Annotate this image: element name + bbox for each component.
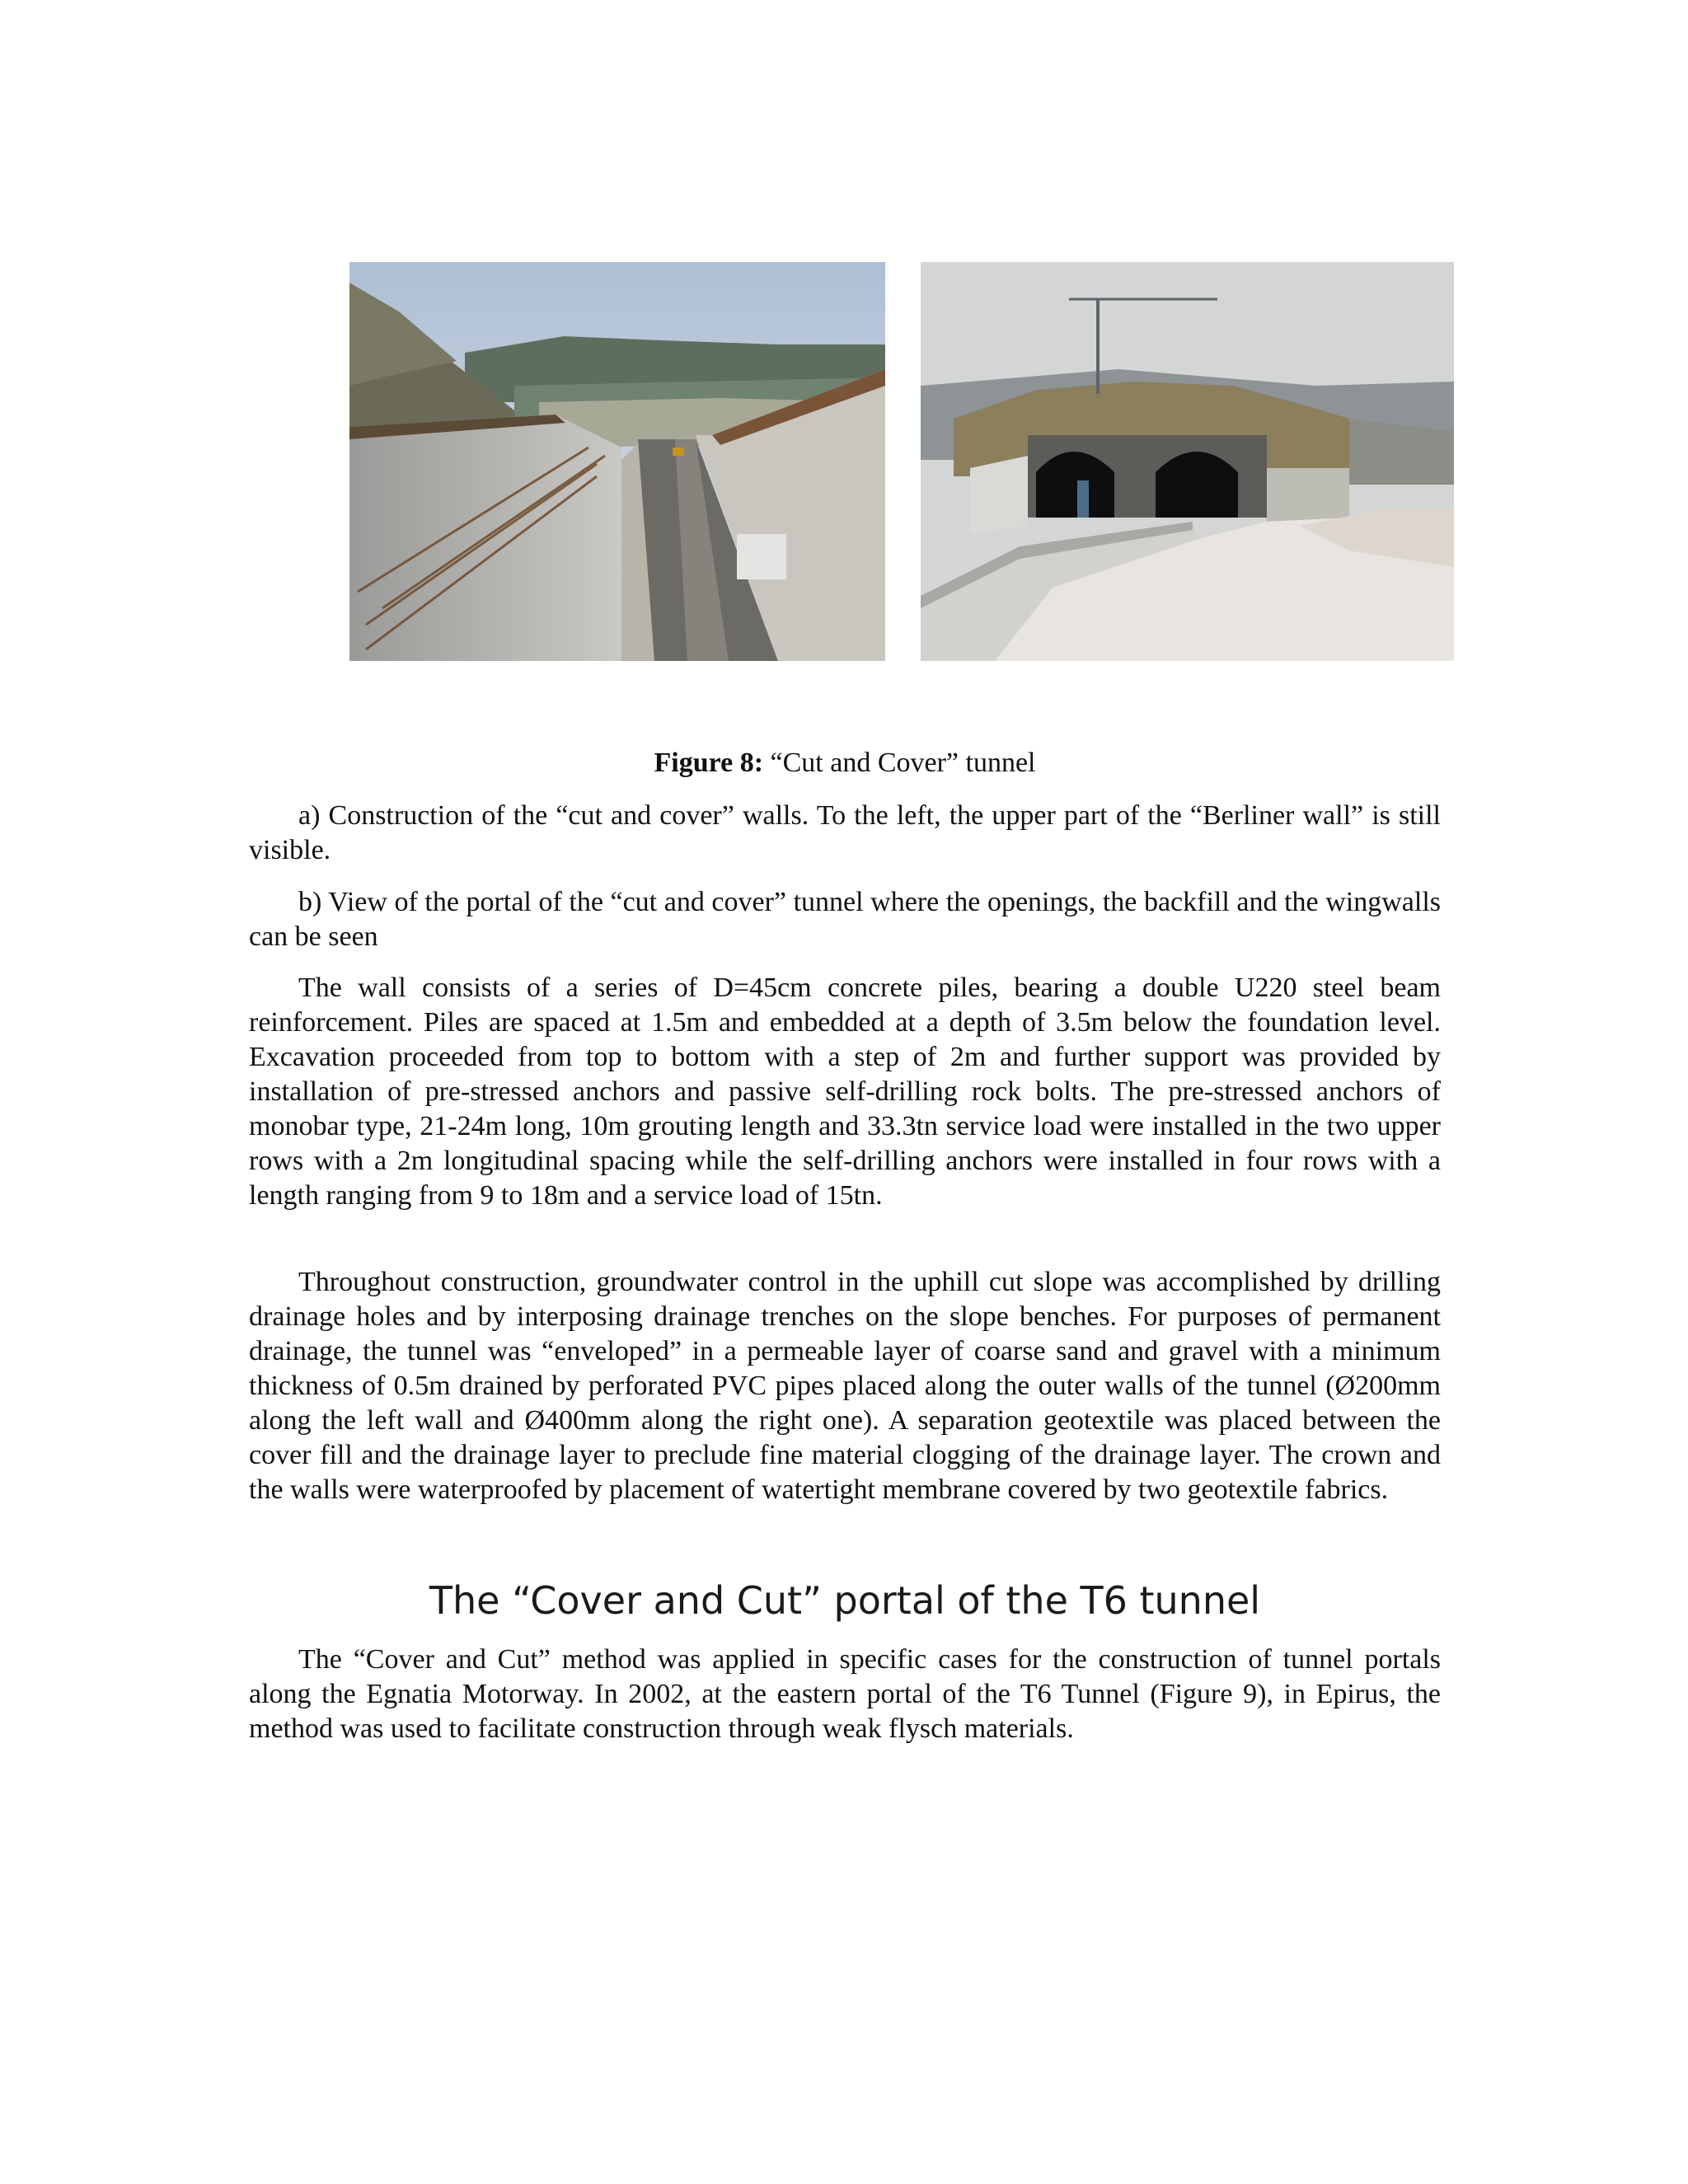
construction-photo-drawing (349, 262, 885, 661)
figure-caption-b: b) View of the portal of the “cut and cover” tunnel where the openings, the backfill and the wingwalls can be seen (249, 887, 1441, 952)
section-heading: The “Cover and Cut” portal of the T6 tunnel (429, 1578, 1261, 1623)
body-paragraph-drainage: Throughout construction, groundwater control in the uphill cut slope was accomplished by drilling drainage holes and by interposing drainage trenches on the slope benches. For purposes of permanent drainage, the tunnel was “enveloped” in a permeable layer of coarse sand and gravel with a minimum thickness of 0.5m drained by perforated PVC pipes placed along the outer walls of the tunnel (Ø200mm along the left wall and Ø400mm along the right one). A separation geotextile was placed between the cover fill and the drainage layer to preclude fine material clogging of the drainage layer. The crown and the walls were waterproofed by placement of watertight membrane covered by two geotextile fabrics. (249, 1267, 1441, 1505)
cut-and-cover-walls-construction-photo (349, 262, 885, 661)
body-paragraph-wall-description: The wall consists of a series of D=45cm concrete piles, bearing a double U220 steel beam reinforcement. Piles are spaced at 1.5m and embedded at a depth of 3.5m below the foundation level. Excavation proceeded from top to bottom with a step of 2m and further support was provided by installation of pre-stressed anchors and passive self-drilling rock bolts. The pre-stressed anchors of monobar type, 21-24m long, 10m grouting length and 33.3tn service load were installed in the two upper rows with a 2m longitudinal spacing while the self-drilling anchors were installed in four rows with a length ranging from 9 to 18m and a service load of 15tn. (249, 972, 1441, 1211)
figure-caption-a: a) Construction of the “cut and cover” walls. To the left, the upper part of the “Berliner wall” is still visible. (249, 800, 1441, 865)
figure-caption-title (249, 746, 1441, 780)
body-paragraph-cover-and-cut: The “Cover and Cut” method was applied in specific cases for the construction of tunnel portals along the Egnatia Motorway. In 2002, at the eastern portal of the T6 Tunnel (Figure 9), in Epirus, the method was used to facilitate construction through weak flysch materials. (249, 1644, 1441, 1744)
portal-photo-drawing (921, 262, 1454, 661)
figure-label: Figure 8: (654, 748, 764, 778)
cut-and-cover-tunnel-portal-photo (921, 262, 1454, 661)
figure-title: “Cut and Cover” tunnel (763, 748, 1036, 778)
